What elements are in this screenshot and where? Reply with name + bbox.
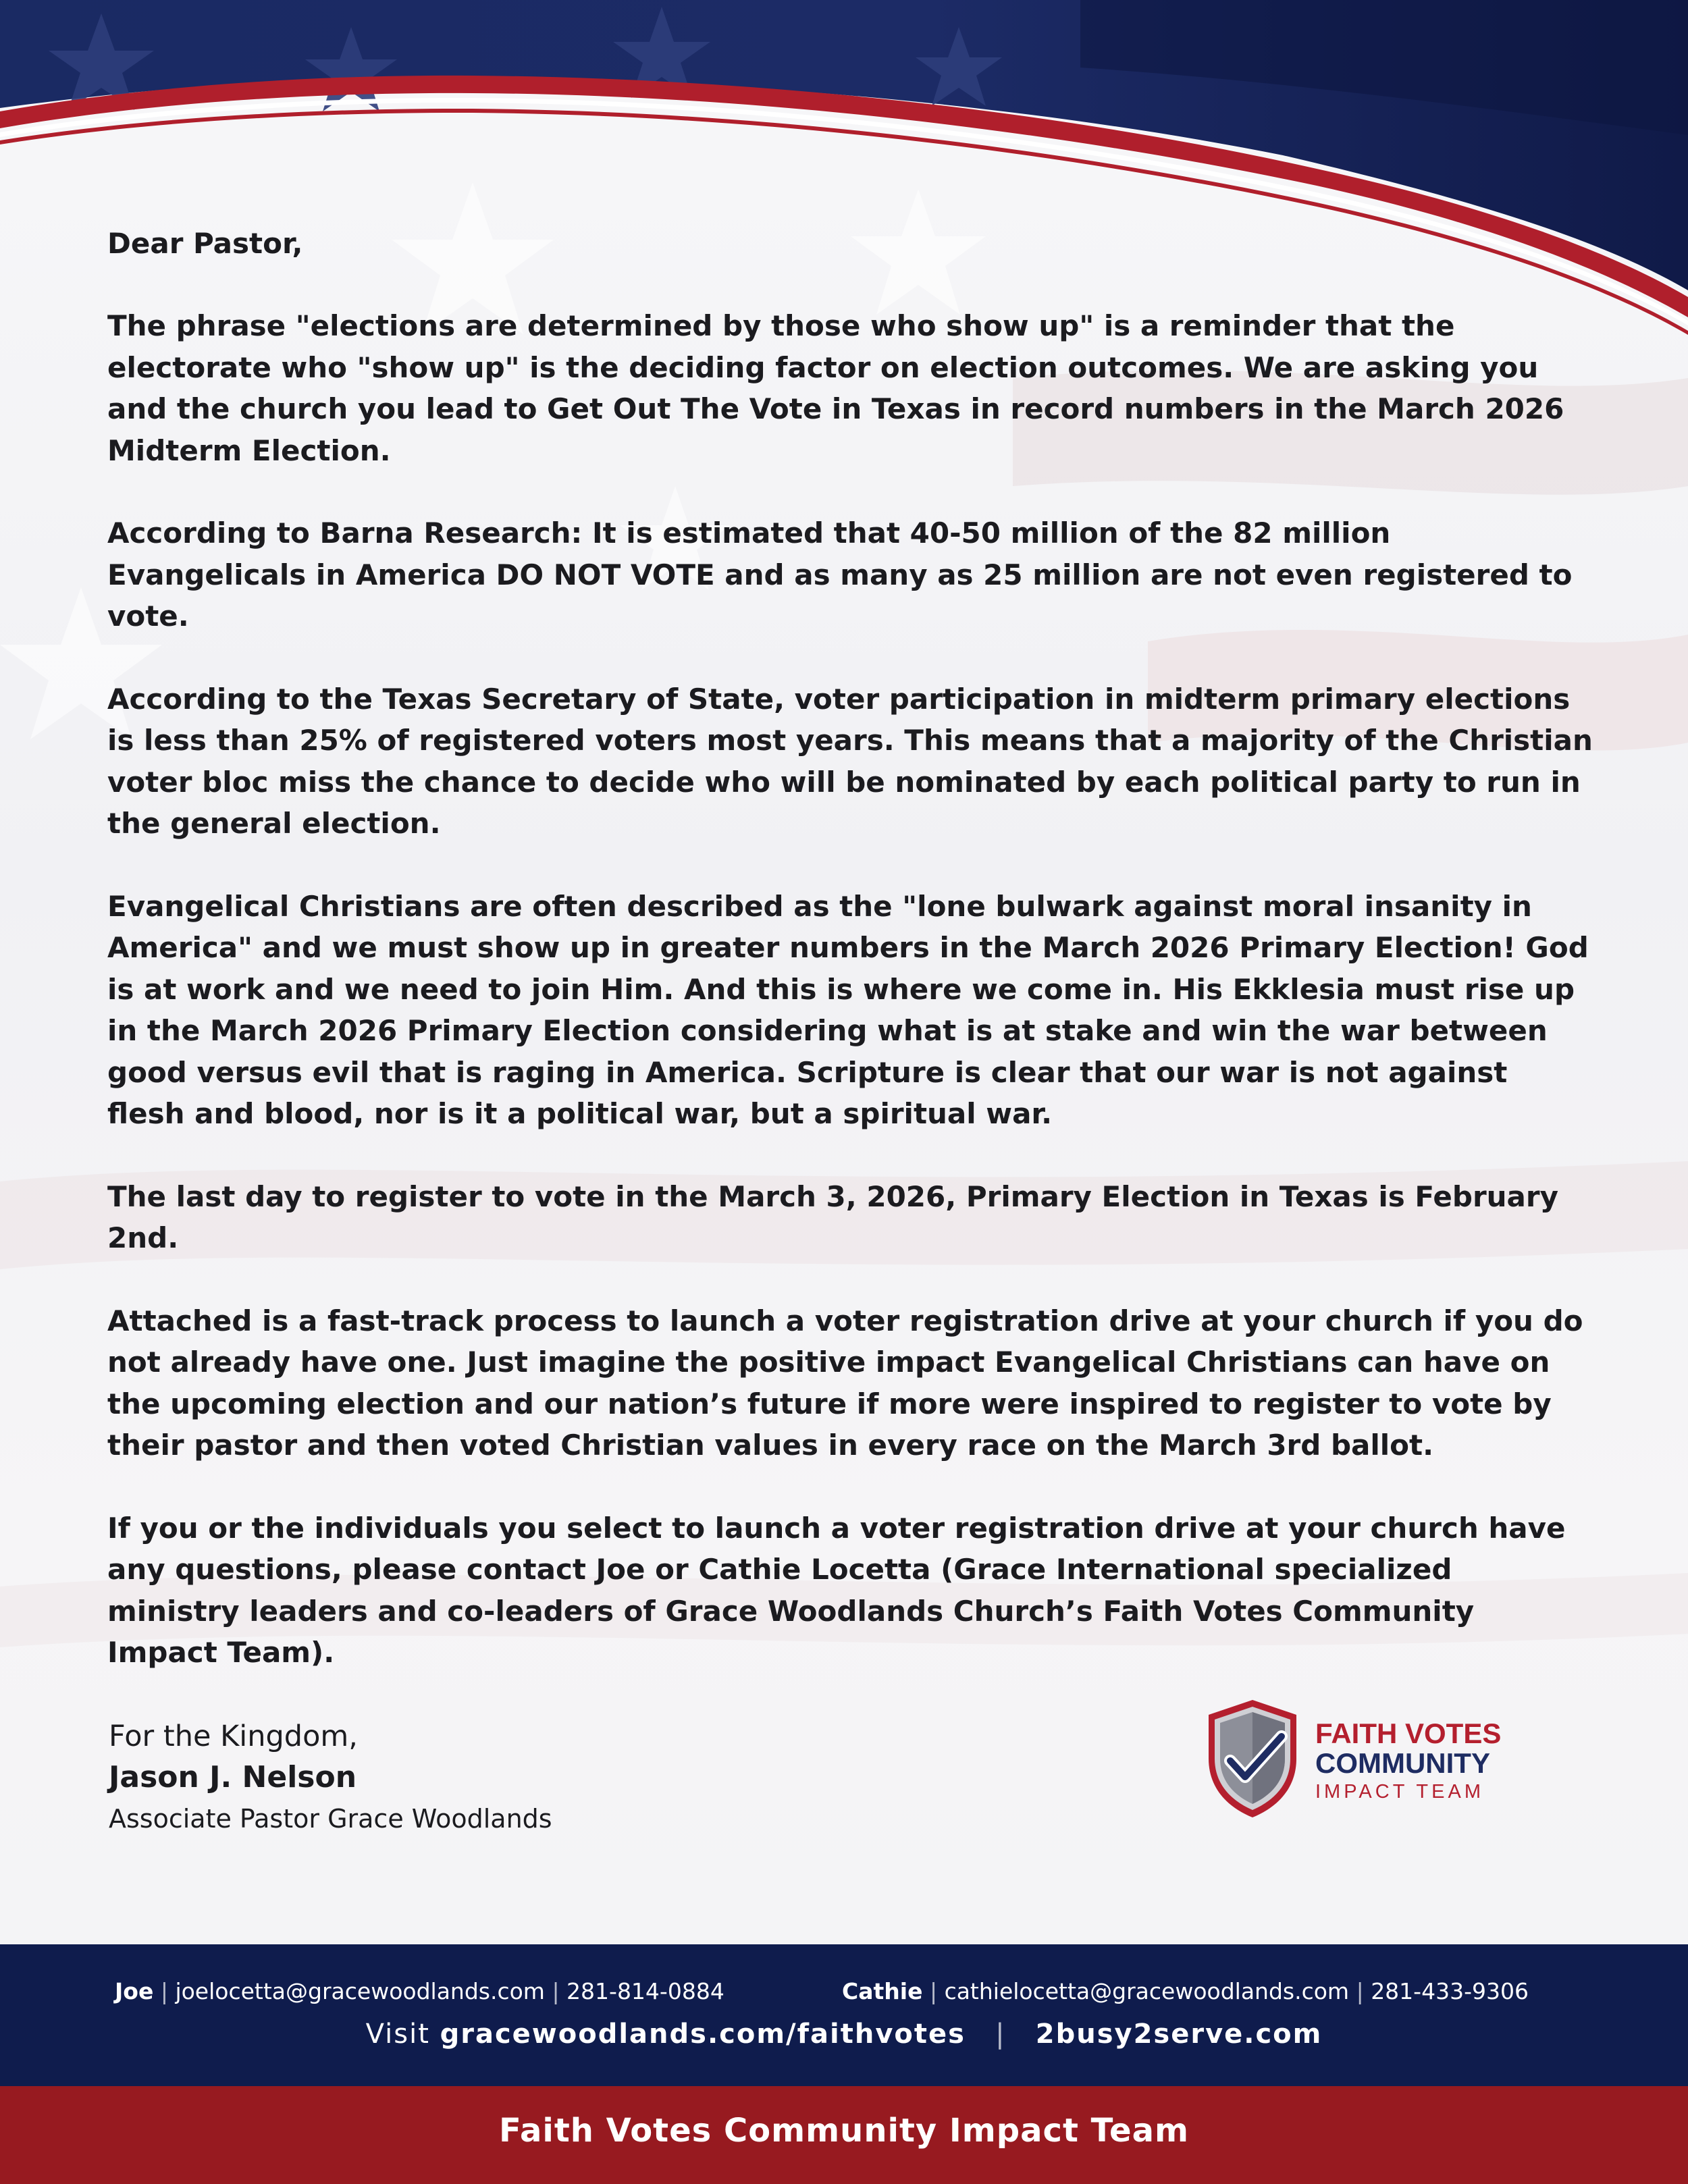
closing-text: For the Kingdom,: [109, 1720, 358, 1753]
letter-paragraph: The last day to register to vote in the March 3, 2026, Primary Election in Texas is February 2nd.: [107, 1179, 1558, 1254]
signer-name: Jason J. Nelson: [109, 1760, 357, 1794]
contact-joe: Joe | joelocetta@gracewoodlands.com | 281-814-0884: [115, 1978, 724, 2004]
contact-cathie-name: Cathie: [842, 1978, 923, 2004]
visit-label: Visit: [365, 2019, 430, 2050]
footer-bar-title: Faith Votes Community Impact Team: [499, 2112, 1189, 2150]
contact-joe-email[interactable]: joelocetta@gracewoodlands.com: [175, 1978, 545, 2004]
shield-check-icon: [1195, 1695, 1310, 1823]
footer-bar: [0, 2086, 1688, 2184]
letter-paragraph: The phrase "elections are determined by those who show up" is a reminder that the electorate who "show up" is the deciding factor on election outcomes. We are asking you and the church you lead to Get Out The Vote in Texas in record numbers in the March 2026 Midterm Election.: [107, 309, 1564, 467]
letter-paragraph: If you or the individuals you select to launch a voter registration drive at your church have any questions, please contact Joe or Cathie Locetta (Grace International specialized ministry leaders and co-leaders of Grace Woodlands Church’s Faith Votes Community Impact Team).: [107, 1511, 1566, 1669]
logo-text: [1315, 1719, 1501, 1805]
contact-cathie-phone[interactable]: 281-433-9306: [1371, 1978, 1529, 2004]
contact-cathie: Cathie | cathielocetta@gracewoodlands.com | 281-433-9306: [842, 1978, 1529, 2004]
letter-paragraph: Evangelical Christians are often described as the "lone bulwark against moral insanity in America" and we must show up in greater numbers in the March 2026 Primary Election! God is at work and we need to join Him. And this is where we come in. His Ekklesia must rise up in the March 2026 Primary Election considering what is at stake and win the war between good versus evil that is raging in America. Scripture is clear that our war is not against flesh and blood, nor is it a political war, but a spiritual war.: [107, 889, 1589, 1130]
salutation: Dear Pastor,: [107, 227, 303, 260]
letter-paragraph: According to Barna Research: It is estimated that 40-50 million of the 82 million Evangelicals in America DO NOT VOTE and as many as 25 million are not even registered to vote.: [107, 516, 1573, 633]
letter-paragraph: According to the Texas Secretary of State, voter participation in midterm primary elections is less than 25% of registered voters most years. This means that a majority of the Christian voter bloc miss the chance to decide who will be nominated by each political party to run in the general election.: [107, 682, 1593, 840]
visit-row: Visit gracewoodlands.com/faithvotes | 2busy2serve.com: [365, 2019, 1323, 2050]
signer-title: Associate Pastor Grace Woodlands: [109, 1804, 552, 1834]
contact-cathie-email[interactable]: cathielocetta@gracewoodlands.com: [944, 1978, 1350, 2004]
website-link-faithvotes[interactable]: gracewoodlands.com/faithvotes: [440, 2019, 966, 2050]
letter-paragraph: Attached is a fast-track process to launch a voter registration drive at your church if you do not already have one. Just imagine the positive impact Evangelical Christians can have on the upcoming election and our nation’s future if more were inspired to register to vote by their pastor and then voted Christian values in every race on the March 3rd ballot.: [107, 1304, 1583, 1462]
logo-line-faith-votes: FAITH VOTES: [1315, 1717, 1502, 1749]
faith-votes-logo: [1195, 1695, 1519, 1830]
logo-line-impact-team: IMPACT TEAM: [1315, 1781, 1484, 1803]
website-link-2busy2serve[interactable]: 2busy2serve.com: [1035, 2019, 1323, 2050]
letter-body: [107, 223, 1593, 1715]
contact-joe-name: Joe: [115, 1978, 154, 2004]
contact-footer: [0, 1944, 1688, 2086]
logo-line-community: COMMUNITY: [1315, 1747, 1490, 1779]
contact-joe-phone[interactable]: 281-814-0884: [566, 1978, 724, 2004]
signature-block: [109, 1716, 552, 1839]
